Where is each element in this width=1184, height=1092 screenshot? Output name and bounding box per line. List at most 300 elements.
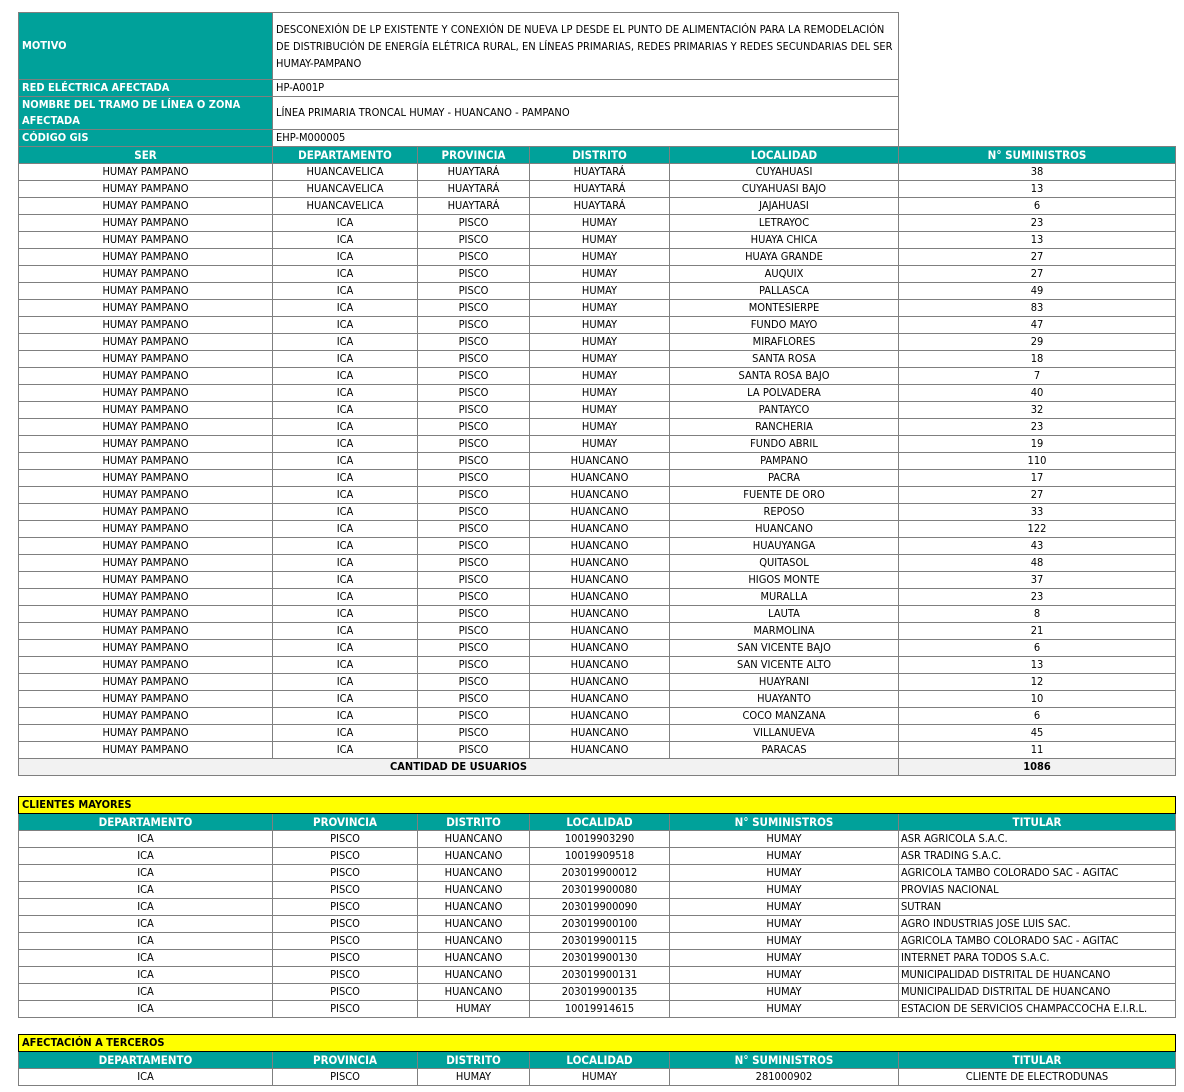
- table-cell: HUMAY PAMPANO: [19, 266, 273, 283]
- table-cell: AGRO INDUSTRIAS JOSE LUIS SAC.: [899, 916, 1176, 933]
- table-row: [19, 933, 1176, 950]
- table-cell: 10: [899, 691, 1176, 708]
- table-cell: PISCO: [418, 572, 530, 589]
- table-cell: HUANCANO: [530, 657, 670, 674]
- table-row: [19, 606, 1176, 623]
- table-cell: HUMAY: [670, 865, 899, 882]
- table-cell: HUANCANO: [530, 538, 670, 555]
- table-cell: HUMAY: [418, 1001, 530, 1018]
- table-cell: HUMAY PAMPANO: [19, 623, 273, 640]
- table-cell: HUMAY: [530, 334, 670, 351]
- table-cell: PISCO: [273, 967, 418, 984]
- table-cell: PISCO: [418, 623, 530, 640]
- table-row: [19, 674, 1176, 691]
- table-cell: PISCO: [418, 555, 530, 572]
- table-row: [19, 317, 1176, 334]
- red-label: RED ELÉCTRICA AFECTADA: [19, 80, 273, 97]
- table-cell: ICA: [273, 368, 418, 385]
- table-cell: HUMAY: [530, 368, 670, 385]
- table-row: [19, 640, 1176, 657]
- table-cell: HUMAY: [530, 436, 670, 453]
- table-row: [19, 725, 1176, 742]
- table-row: [19, 848, 1176, 865]
- table-cell: HUMAY: [530, 249, 670, 266]
- table-cell: HUANCANO: [418, 984, 530, 1001]
- table-cell: ICA: [273, 640, 418, 657]
- table-cell: ICA: [273, 521, 418, 538]
- table-cell: 203019900080: [530, 882, 670, 899]
- table-cell: HUANCANO: [530, 487, 670, 504]
- table-cell: HUMAY PAMPANO: [19, 453, 273, 470]
- table-cell: HUMAY: [530, 1069, 670, 1086]
- table-cell: HUANCANO: [418, 899, 530, 916]
- table-cell: HUANCANO: [530, 691, 670, 708]
- table-cell: HUAUYANGA: [670, 538, 899, 555]
- table-row: [19, 831, 1176, 848]
- table-cell: 281000902: [670, 1069, 899, 1086]
- table-cell: PISCO: [418, 300, 530, 317]
- table-row: [19, 215, 1176, 232]
- table-cell: HUMAY: [530, 283, 670, 300]
- table-row: [19, 266, 1176, 283]
- table-cell: PISCO: [418, 708, 530, 725]
- column-header: LOCALIDAD: [670, 147, 899, 164]
- table-cell: HUANCANO: [530, 555, 670, 572]
- table-cell: ICA: [273, 725, 418, 742]
- table-cell: ICA: [273, 504, 418, 521]
- table-cell: HUMAY PAMPANO: [19, 470, 273, 487]
- table-cell: SANTA ROSA BAJO: [670, 368, 899, 385]
- table-cell: 203019900100: [530, 916, 670, 933]
- table-cell: LAUTA: [670, 606, 899, 623]
- table-row: [19, 1069, 1176, 1086]
- table-cell: 23: [899, 589, 1176, 606]
- table-cell: PISCO: [418, 368, 530, 385]
- table-cell: HUMAY PAMPANO: [19, 215, 273, 232]
- table-cell: HUMAY PAMPANO: [19, 589, 273, 606]
- table-row: [19, 453, 1176, 470]
- table-cell: ICA: [273, 283, 418, 300]
- table-cell: HUANCAVELICA: [273, 181, 418, 198]
- table-cell: 203019900012: [530, 865, 670, 882]
- table-cell: PISCO: [418, 266, 530, 283]
- table-cell: HUMAY PAMPANO: [19, 334, 273, 351]
- table-cell: ASR TRADING S.A.C.: [899, 848, 1176, 865]
- table-cell: 18: [899, 351, 1176, 368]
- table-cell: HUANCAVELICA: [273, 164, 418, 181]
- table-cell: HUAYTARÁ: [530, 181, 670, 198]
- table-cell: HUAYA CHICA: [670, 232, 899, 249]
- table-cell: PACRA: [670, 470, 899, 487]
- table-cell: MARMOLINA: [670, 623, 899, 640]
- total-row: [19, 759, 1176, 776]
- table-cell: SANTA ROSA: [670, 351, 899, 368]
- table-row: [19, 555, 1176, 572]
- table-cell: PISCO: [418, 640, 530, 657]
- table-row: [19, 198, 1176, 215]
- table-cell: HUANCANO: [418, 967, 530, 984]
- table-row: [19, 487, 1176, 504]
- table-cell: PISCO: [418, 742, 530, 759]
- table-row: [19, 589, 1176, 606]
- table-cell: HUANCANO: [418, 933, 530, 950]
- table-cell: HUMAY PAMPANO: [19, 368, 273, 385]
- table-cell: 29: [899, 334, 1176, 351]
- table-cell: PISCO: [418, 521, 530, 538]
- column-header: DEPARTAMENTO: [19, 1052, 273, 1069]
- table-cell: PISCO: [273, 865, 418, 882]
- table-cell: ICA: [19, 848, 273, 865]
- table-cell: PISCO: [273, 882, 418, 899]
- table-cell: INTERNET PARA TODOS S.A.C.: [899, 950, 1176, 967]
- table-cell: HUANCANO: [530, 725, 670, 742]
- table-cell: MIRAFLORES: [670, 334, 899, 351]
- table-cell: HUANCANO: [530, 504, 670, 521]
- table-cell: 19: [899, 436, 1176, 453]
- table-cell: HUANCAVELICA: [273, 198, 418, 215]
- table-cell: HUANCANO: [418, 950, 530, 967]
- table-cell: MURALLA: [670, 589, 899, 606]
- table-cell: ICA: [273, 589, 418, 606]
- column-header: PROVINCIA: [418, 147, 530, 164]
- table-cell: HUMAY: [530, 317, 670, 334]
- table-cell: PISCO: [418, 725, 530, 742]
- table-cell: 13: [899, 657, 1176, 674]
- table-cell: HUMAY: [530, 419, 670, 436]
- table-cell: ICA: [273, 538, 418, 555]
- table-cell: HUMAY PAMPANO: [19, 436, 273, 453]
- table-cell: HUMAY: [530, 215, 670, 232]
- table-cell: ICA: [273, 249, 418, 266]
- column-header: DISTRITO: [530, 147, 670, 164]
- terceros-table: [18, 1034, 1176, 1086]
- table-cell: HUMAY: [670, 933, 899, 950]
- table-cell: HUMAY PAMPANO: [19, 198, 273, 215]
- table-cell: PALLASCA: [670, 283, 899, 300]
- table-cell: JAJAHUASI: [670, 198, 899, 215]
- table-cell: HUMAY PAMPANO: [19, 317, 273, 334]
- table-cell: HUMAY PAMPANO: [19, 606, 273, 623]
- table-cell: HUANCANO: [530, 742, 670, 759]
- table-cell: CUYAHUASI BAJO: [670, 181, 899, 198]
- table-cell: HUMAY PAMPANO: [19, 538, 273, 555]
- table-cell: HUANCANO: [530, 572, 670, 589]
- table-cell: QUITASOL: [670, 555, 899, 572]
- table-cell: ICA: [273, 623, 418, 640]
- column-header: TITULAR: [899, 1052, 1176, 1069]
- table-cell: LETRAYOC: [670, 215, 899, 232]
- table-cell: 203019900131: [530, 967, 670, 984]
- table-cell: 27: [899, 249, 1176, 266]
- table-cell: HUMAY: [670, 950, 899, 967]
- table-cell: 47: [899, 317, 1176, 334]
- table-cell: ICA: [273, 351, 418, 368]
- table-cell: HUMAY PAMPANO: [19, 487, 273, 504]
- table-cell: PISCO: [418, 232, 530, 249]
- table-cell: HUMAY PAMPANO: [19, 725, 273, 742]
- table-cell: 48: [899, 555, 1176, 572]
- table-row: [19, 623, 1176, 640]
- table-cell: MONTESIERPE: [670, 300, 899, 317]
- column-header: DEPARTAMENTO: [273, 147, 418, 164]
- column-header: TITULAR: [899, 814, 1176, 831]
- table-cell: HUMAY: [670, 1001, 899, 1018]
- table-cell: ICA: [273, 742, 418, 759]
- table-row: [19, 967, 1176, 984]
- table-row: [19, 470, 1176, 487]
- table-cell: HUMAY: [670, 967, 899, 984]
- table-row: [19, 300, 1176, 317]
- clientes-title: CLIENTES MAYORES: [19, 797, 1176, 814]
- table-cell: PISCO: [273, 899, 418, 916]
- table-cell: PISCO: [418, 606, 530, 623]
- table-cell: 122: [899, 521, 1176, 538]
- table-cell: PISCO: [418, 657, 530, 674]
- table-cell: PISCO: [273, 848, 418, 865]
- table-row: [19, 334, 1176, 351]
- table-cell: HUMAY: [670, 848, 899, 865]
- table-cell: ICA: [273, 334, 418, 351]
- table-cell: PISCO: [418, 249, 530, 266]
- table-cell: CLIENTE DE ELECTRODUNAS: [899, 1069, 1176, 1086]
- table-cell: HUANCANO: [670, 521, 899, 538]
- table-cell: 23: [899, 215, 1176, 232]
- table-cell: HUAYANTO: [670, 691, 899, 708]
- table-cell: HUANCANO: [530, 640, 670, 657]
- table-cell: HUMAY PAMPANO: [19, 708, 273, 725]
- table-cell: HUMAY PAMPANO: [19, 691, 273, 708]
- table-cell: ICA: [273, 674, 418, 691]
- table-cell: HUANCANO: [530, 623, 670, 640]
- column-header: DISTRITO: [418, 814, 530, 831]
- table-cell: CUYAHUASI: [670, 164, 899, 181]
- table-cell: 45: [899, 725, 1176, 742]
- table-cell: FUNDO ABRIL: [670, 436, 899, 453]
- table-cell: HUAYRANI: [670, 674, 899, 691]
- table-cell: HUAYTARÁ: [530, 164, 670, 181]
- table-cell: HUMAY: [670, 916, 899, 933]
- affected-users-table: [18, 12, 1176, 776]
- table-cell: 203019900090: [530, 899, 670, 916]
- table-cell: HUMAY: [670, 831, 899, 848]
- table-row: [19, 181, 1176, 198]
- table-row: [19, 164, 1176, 181]
- table-cell: HUANCANO: [418, 865, 530, 882]
- column-header: LOCALIDAD: [530, 1052, 670, 1069]
- table-row: [19, 538, 1176, 555]
- table-cell: HUMAY: [530, 300, 670, 317]
- table-cell: 110: [899, 453, 1176, 470]
- table-row: [19, 419, 1176, 436]
- table-row: [19, 899, 1176, 916]
- table-cell: 83: [899, 300, 1176, 317]
- table-cell: HUMAY PAMPANO: [19, 283, 273, 300]
- table-cell: HUAYTARÁ: [418, 198, 530, 215]
- table-cell: PISCO: [273, 831, 418, 848]
- table-cell: VILLANUEVA: [670, 725, 899, 742]
- table-cell: 32: [899, 402, 1176, 419]
- table-row: [19, 742, 1176, 759]
- table-cell: PISCO: [273, 950, 418, 967]
- table-cell: ICA: [273, 300, 418, 317]
- table-cell: HUMAY: [530, 402, 670, 419]
- table-cell: 7: [899, 368, 1176, 385]
- table-cell: ICA: [273, 606, 418, 623]
- total-label: CANTIDAD DE USUARIOS: [19, 759, 899, 776]
- table-cell: PISCO: [418, 487, 530, 504]
- table-row: [19, 402, 1176, 419]
- table-cell: ICA: [273, 436, 418, 453]
- table-cell: ICA: [273, 419, 418, 436]
- table-cell: HUMAY PAMPANO: [19, 402, 273, 419]
- tramo-value: LÍNEA PRIMARIA TRONCAL HUMAY - HUANCANO - PAMPANO: [273, 97, 899, 130]
- table-cell: 27: [899, 487, 1176, 504]
- table-cell: 43: [899, 538, 1176, 555]
- table-cell: ICA: [273, 572, 418, 589]
- table-cell: HUANCANO: [530, 674, 670, 691]
- table-cell: FUENTE DE ORO: [670, 487, 899, 504]
- red-value: HP-A001P: [273, 80, 899, 97]
- table-cell: ICA: [273, 657, 418, 674]
- table-cell: HUMAY PAMPANO: [19, 657, 273, 674]
- column-header: PROVINCIA: [273, 814, 418, 831]
- table-cell: ICA: [273, 453, 418, 470]
- table-cell: ICA: [19, 899, 273, 916]
- table-cell: PISCO: [418, 504, 530, 521]
- table-cell: 40: [899, 385, 1176, 402]
- table-cell: HUMAY PAMPANO: [19, 232, 273, 249]
- table-cell: HUMAY PAMPANO: [19, 572, 273, 589]
- table-row: [19, 1001, 1176, 1018]
- table-cell: ASR AGRICOLA S.A.C.: [899, 831, 1176, 848]
- table-cell: PARACAS: [670, 742, 899, 759]
- table-row: [19, 984, 1176, 1001]
- main-table-header: [19, 147, 1176, 164]
- table-cell: HUMAY PAMPANO: [19, 504, 273, 521]
- table-row: [19, 950, 1176, 967]
- table-cell: PISCO: [273, 1069, 418, 1086]
- table-cell: HUAYTARÁ: [530, 198, 670, 215]
- table-cell: ICA: [19, 916, 273, 933]
- table-cell: AGRICOLA TAMBO COLORADO SAC - AGITAC: [899, 933, 1176, 950]
- table-cell: PISCO: [418, 436, 530, 453]
- table-cell: HUMAY PAMPANO: [19, 521, 273, 538]
- table-cell: ICA: [19, 950, 273, 967]
- table-cell: HUAYTARÁ: [418, 164, 530, 181]
- table-cell: HUANCANO: [418, 916, 530, 933]
- table-cell: HUMAY: [530, 266, 670, 283]
- column-header: SER: [19, 147, 273, 164]
- table-row: [19, 521, 1176, 538]
- table-cell: COCO MANZANA: [670, 708, 899, 725]
- table-cell: 23: [899, 419, 1176, 436]
- table-cell: 10019903290: [530, 831, 670, 848]
- table-cell: HUMAY: [530, 351, 670, 368]
- table-cell: HUAYTARÁ: [418, 181, 530, 198]
- clientes-mayores-table: [18, 796, 1176, 1018]
- table-cell: AUQUIX: [670, 266, 899, 283]
- table-cell: HUANCANO: [418, 882, 530, 899]
- table-cell: ICA: [273, 470, 418, 487]
- table-row: [19, 882, 1176, 899]
- table-cell: PAMPANO: [670, 453, 899, 470]
- table-cell: ICA: [19, 1001, 273, 1018]
- table-cell: ICA: [19, 831, 273, 848]
- table-cell: HUMAY: [670, 984, 899, 1001]
- table-cell: PISCO: [273, 933, 418, 950]
- table-cell: 8: [899, 606, 1176, 623]
- table-cell: HUANCANO: [530, 521, 670, 538]
- table-cell: HUANCANO: [530, 470, 670, 487]
- table-cell: ICA: [273, 487, 418, 504]
- table-row: [19, 504, 1176, 521]
- table-cell: PISCO: [418, 691, 530, 708]
- table-cell: HUAYA GRANDE: [670, 249, 899, 266]
- table-row: [19, 232, 1176, 249]
- table-cell: PISCO: [418, 470, 530, 487]
- table-cell: MUNICIPALIDAD DISTRITAL DE HUANCANO: [899, 967, 1176, 984]
- table-cell: HUMAY: [670, 899, 899, 916]
- table-cell: 203019900135: [530, 984, 670, 1001]
- table-cell: PISCO: [418, 402, 530, 419]
- table-cell: ICA: [19, 933, 273, 950]
- table-cell: PISCO: [418, 589, 530, 606]
- table-cell: 203019900130: [530, 950, 670, 967]
- tramo-label: NOMBRE DEL TRAMO DE LÍNEA O ZONA AFECTADA: [19, 97, 273, 130]
- table-cell: ICA: [273, 215, 418, 232]
- table-cell: ICA: [19, 865, 273, 882]
- table-cell: SUTRAN: [899, 899, 1176, 916]
- table-cell: ICA: [273, 385, 418, 402]
- table-cell: PISCO: [418, 385, 530, 402]
- table-cell: 6: [899, 640, 1176, 657]
- table-row: [19, 916, 1176, 933]
- table-cell: HUANCANO: [530, 606, 670, 623]
- table-cell: FUNDO MAYO: [670, 317, 899, 334]
- table-cell: ICA: [273, 691, 418, 708]
- column-header: DISTRITO: [418, 1052, 530, 1069]
- table-cell: 12: [899, 674, 1176, 691]
- table-cell: PISCO: [418, 351, 530, 368]
- table-row: [19, 351, 1176, 368]
- motivo-label: MOTIVO: [19, 13, 273, 80]
- table-cell: ICA: [19, 984, 273, 1001]
- table-row: [19, 283, 1176, 300]
- table-cell: MUNICIPALIDAD DISTRITAL DE HUANCANO: [899, 984, 1176, 1001]
- clientes-table-header: [19, 814, 1176, 831]
- table-row: [19, 249, 1176, 266]
- table-cell: REPOSO: [670, 504, 899, 521]
- table-cell: HUMAY PAMPANO: [19, 181, 273, 198]
- table-cell: ICA: [273, 402, 418, 419]
- table-cell: HUANCANO: [530, 589, 670, 606]
- table-cell: HUMAY: [530, 385, 670, 402]
- table-cell: 10019914615: [530, 1001, 670, 1018]
- table-cell: HUMAY PAMPANO: [19, 351, 273, 368]
- table-cell: PROVIAS NACIONAL: [899, 882, 1176, 899]
- table-cell: PISCO: [418, 538, 530, 555]
- table-cell: PISCO: [418, 674, 530, 691]
- table-cell: RANCHERIA: [670, 419, 899, 436]
- table-cell: 49: [899, 283, 1176, 300]
- table-cell: PISCO: [418, 317, 530, 334]
- column-header: LOCALIDAD: [530, 814, 670, 831]
- table-cell: HUMAY PAMPANO: [19, 419, 273, 436]
- table-cell: HUANCANO: [530, 708, 670, 725]
- table-cell: ESTACION DE SERVICIOS CHAMPACCOCHA E.I.R.L.: [899, 1001, 1176, 1018]
- table-cell: AGRICOLA TAMBO COLORADO SAC - AGITAC: [899, 865, 1176, 882]
- table-cell: PANTAYCO: [670, 402, 899, 419]
